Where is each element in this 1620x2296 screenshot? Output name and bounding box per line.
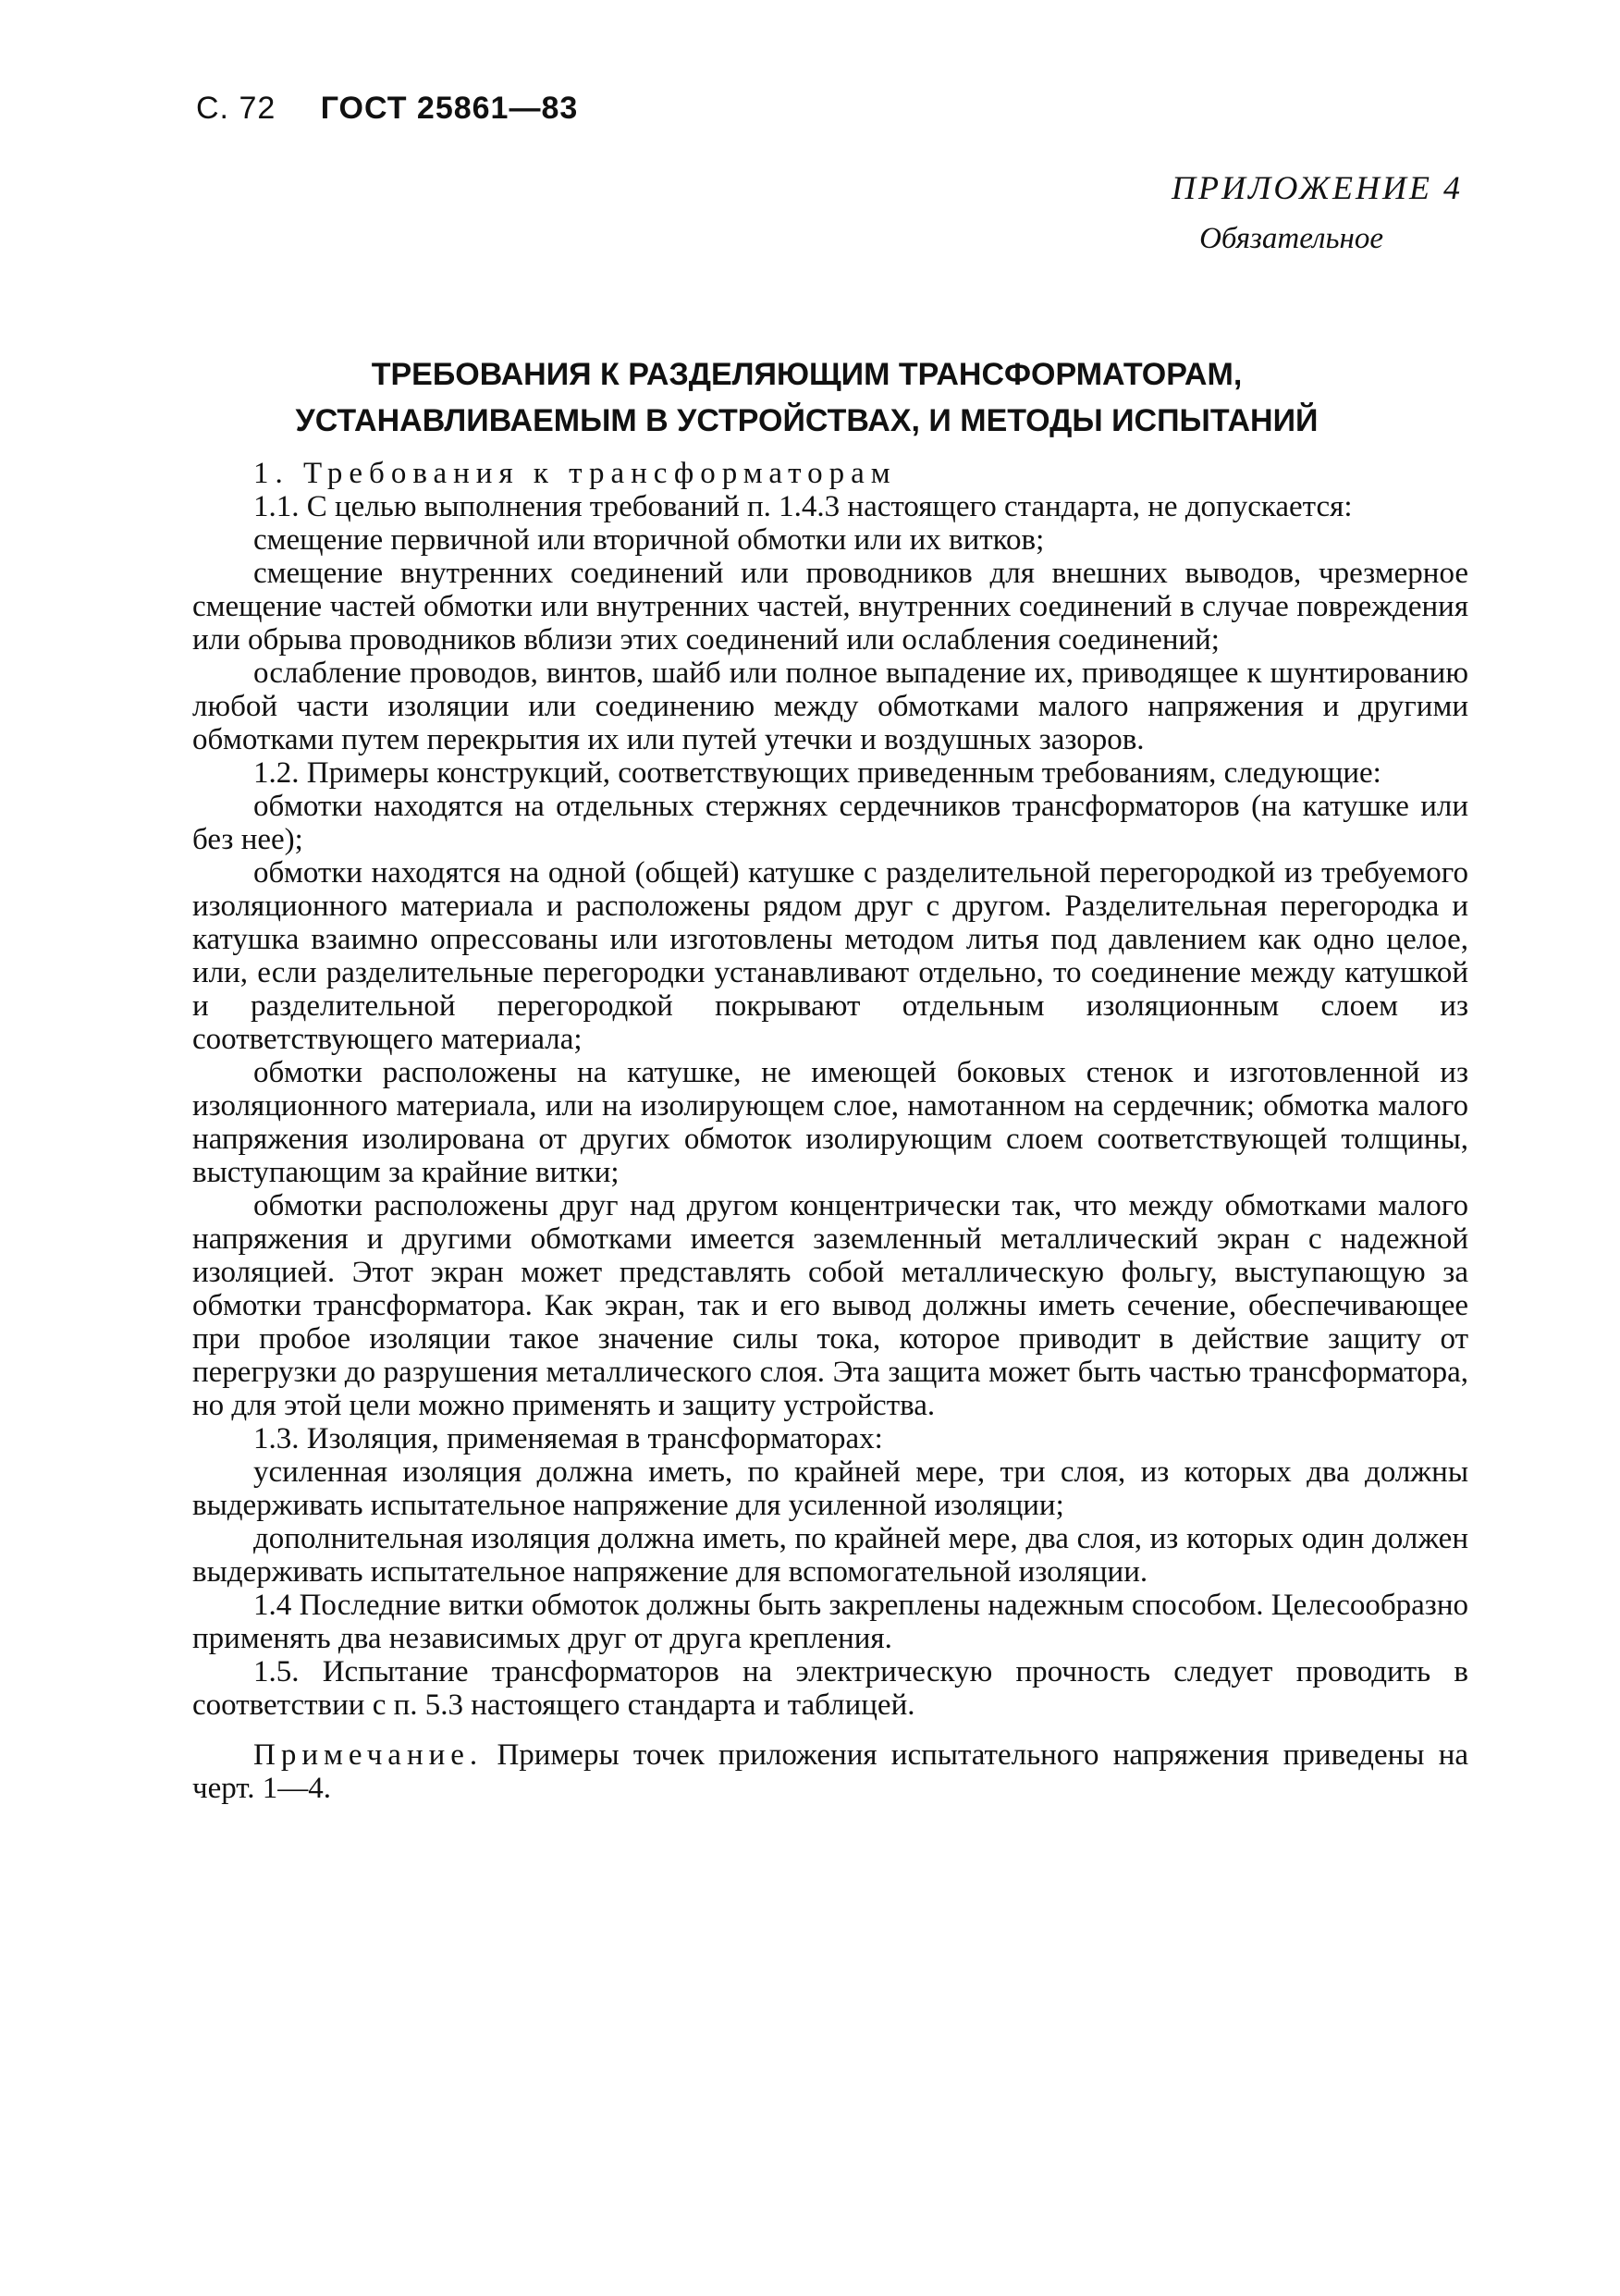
title-line-1: ТРЕБОВАНИЯ К РАЗДЕЛЯЮЩИМ ТРАНСФОРМАТОРАМ,: [371, 357, 1243, 392]
document-body: [192, 457, 1468, 1805]
list-item: обмотки находятся на одной (общей) катушке с разделительной перегородкой из требуемого изоляционного материала и расположены рядом друг с другом. Разделительная перегородка и катушка взаимно опрессованы или изготовлены методом литья под давлением как одно целое, или, если разделительные перегородки устанавливают отдельно, то соединение между катушкой и разделительной перегородкой покрывают отдельным изоляционным слоем из соответствующего материала;: [192, 856, 1468, 1056]
note: [192, 1738, 1468, 1805]
list-item: смещение внутренних соединений или проводников для внешних выводов, чрезмерное смещение частей обмотки или внутренних частей, внутренних соединений в случае повреждения или обрыва проводников вблизи этих соединений или ослабления соединений;: [192, 557, 1468, 657]
list-item: смещение первичной или вторичной обмотки или их витков;: [253, 523, 1045, 557]
appendix-status: Обязательное: [1199, 222, 1383, 255]
clause-1-4: 1.4 Последние витки обмоток должны быть закреплены надежным способом. Целесообразно применять два независимых друг от друга крепления.: [192, 1589, 1468, 1655]
list-item: обмотки находятся на отдельных стержнях сердечников трансформаторов (на катушке или без нее);: [192, 790, 1468, 856]
standard-code: ГОСТ 25861—83: [320, 91, 579, 126]
list-item: обмотки расположены друг над другом концентрически так, что между обмотками малого напряжения и другими обмотками имеется заземленный металлический экран с надежной изоляцией. Этот экран может представлять собой металлическую фольгу, выступающую за обмотки трансформатора. Как экран, так и его вывод должны иметь сечение, обеспечивающее при пробое изоляции такое значение силы тока, которое приводит в действие защиту от перегрузки до разрушения металлического слоя. Эта защита может быть частью трансформатора, но для этой цели можно применять и защиту устройства.: [192, 1189, 1468, 1422]
list-item: обмотки расположены на катушке, не имеющей боковых стенок и изготовленной из изоляционного материала, или на изолирующем слое, намотанном на сердечник; обмотка малого напряжения изолирована от других обмоток изолирующим слоем соответствующей толщины, выступающим за крайние витки;: [192, 1056, 1468, 1189]
clause-1-1: 1.1. С целью выполнения требований п. 1.4.3 настоящего стандарта, не допускается:: [253, 490, 1353, 523]
clause-1-2: 1.2. Примеры конструкций, соответствующих приведенным требованиям, следующие:: [253, 756, 1381, 790]
list-item: усиленная изоляция должна иметь, по крайней мере, три слоя, из которых два должны выдерживать испытательное напряжение для усиленной изоляции;: [192, 1455, 1468, 1522]
appendix-label: ПРИЛОЖЕНИЕ 4: [1172, 169, 1463, 206]
document-title: [185, 351, 1429, 444]
note-label: Примечание.: [253, 1738, 484, 1772]
list-item: ослабление проводов, винтов, шайб или полное выпадение их, приводящее к шунтированию любой части изоляции или соединению между обмотками малого напряжения и другими обмотками путем перекрытия их или путей утечки и воздушных зазоров.: [192, 657, 1468, 756]
page-header: [196, 91, 578, 127]
page-number: С. 72: [196, 91, 276, 126]
title-line-2: УСТАНАВЛИВАЕМЫМ В УСТРОЙСТВАХ, И МЕТОДЫ ИСПЫТАНИЙ: [295, 403, 1319, 438]
section-heading: 1. Требования к трансформаторам: [253, 457, 897, 490]
note-text: Примеры точек приложения испытательного напряжения приведены на черт. 1—4.: [192, 1738, 1469, 1805]
list-item: дополнительная изоляция должна иметь, по крайней мере, два слоя, из которых один должен выдерживать испытательное напряжение для вспомогательной изоляции.: [192, 1522, 1468, 1589]
clause-1-5: 1.5. Испытание трансформаторов на электрическую прочность следует проводить в соответствии с п. 5.3 настоящего стандарта и таблицей.: [192, 1655, 1468, 1722]
clause-1-3: 1.3. Изоляция, применяемая в трансформаторах:: [253, 1422, 883, 1455]
